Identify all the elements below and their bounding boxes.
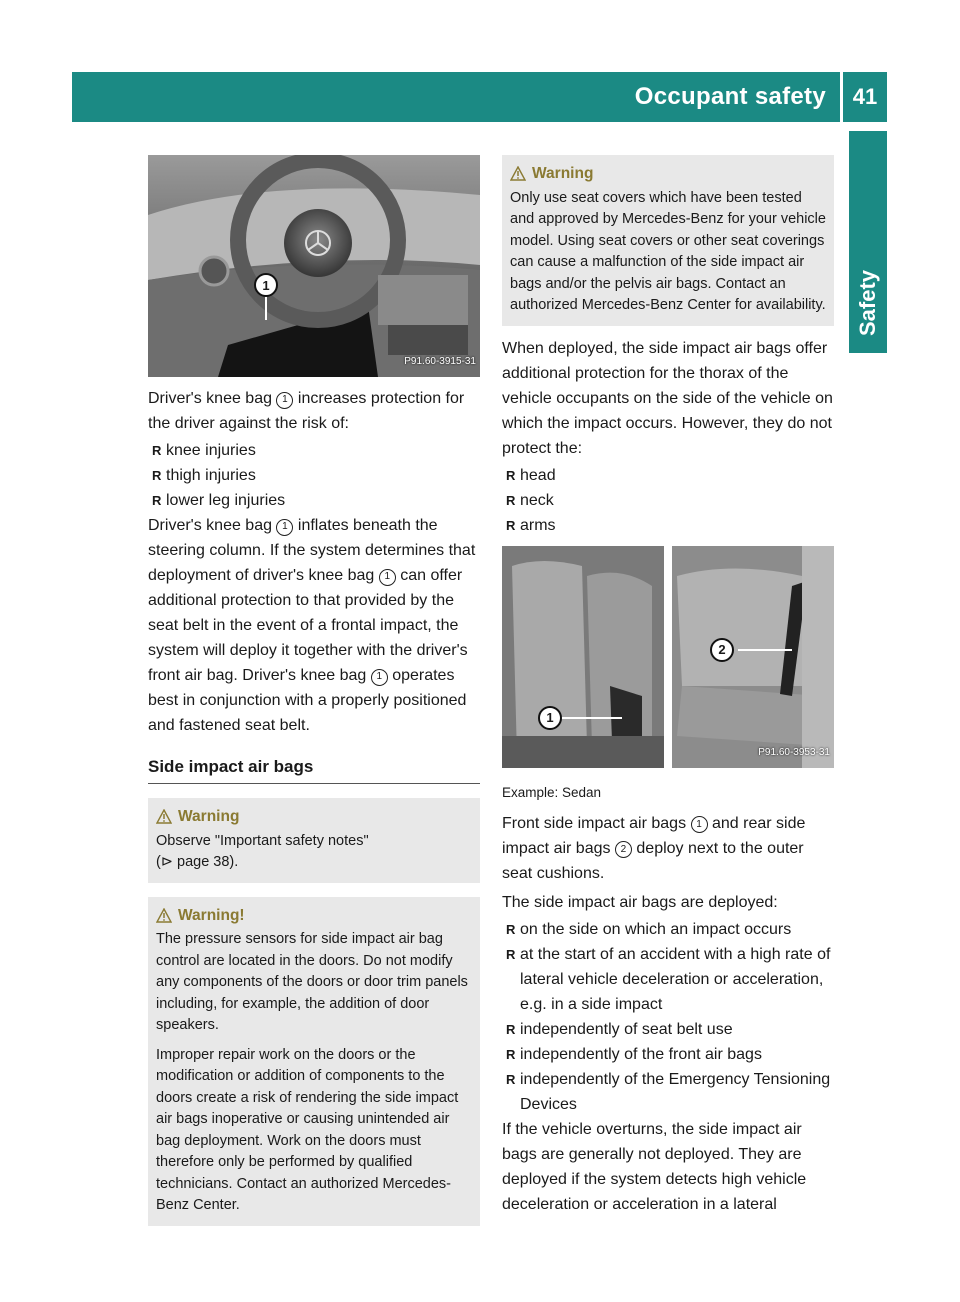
page-number: 41 — [852, 84, 878, 109]
list-item: R independently of the Emergency Tensioning Devices — [502, 1067, 834, 1117]
warning-text: Improper repair work on the doors or the modification or addition of components to the doors create a risk of rendering the side impact air bags inoperative or causing unintended air bag deployment. Work on the doors must therefore only be performed by qualified technicians. Contact an authorized Mercedes-Benz Center. — [156, 1046, 459, 1213]
callout-ref-1: 1 — [276, 392, 293, 409]
knee-bag-intro: Driver's knee bag 1 increases protection for the driver against the risk of: — [148, 390, 465, 432]
list-item: R neck — [502, 488, 834, 513]
knee-bag-photo — [148, 155, 480, 377]
warning-triangle-icon — [156, 908, 172, 923]
figure-code: P91.60-3953-31 — [758, 746, 830, 758]
right-column — [502, 155, 834, 1217]
warning-text: The pressure sensors for side impact air bag control are located in the doors. Do not modify any components of the doors or door trim panels including, for example, the addition of door speakers. — [156, 931, 468, 1033]
deployment-conditions-intro: The side impact air bags are deployed: — [502, 893, 778, 911]
overturn-paragraph: If the vehicle overturns, the side impact air bags are generally not deployed. They are deployed if the system detects high vehicle deceleration or acceleration in a lateral — [502, 1120, 807, 1213]
warning-box-2 — [148, 897, 480, 1226]
list-item: R independently of the front air bags — [502, 1042, 834, 1067]
callout-2: 2 — [710, 638, 734, 662]
injury-list — [148, 438, 480, 513]
figure-caption: Example: Sedan — [502, 784, 602, 800]
callout-1: 1 — [254, 273, 278, 297]
warning-title: Warning — [178, 808, 240, 825]
warning-title: Warning — [532, 165, 594, 182]
section-heading: Side impact air bags — [148, 754, 480, 784]
list-item: R independently of seat belt use — [502, 1017, 834, 1042]
warning-box-3 — [502, 155, 834, 326]
airbag-location-paragraph: Front side impact air bags 1 and rear side impact air bags 2 deploy next to the outer seat cushions. — [502, 814, 806, 882]
page-reference[interactable]: (⊳ page 38). — [156, 854, 239, 870]
warning-triangle-icon — [510, 166, 526, 181]
warning-text: Observe "Important safety notes" — [156, 832, 369, 849]
left-column — [148, 155, 480, 1226]
deployment-paragraph: When deployed, the side impact air bags offer additional protection for the thorax of the vehicle occupants on the side of the vehicle on which the impact occurs. However, they do not protect the: — [502, 339, 833, 457]
chapter-title: Occupant safety — [635, 72, 843, 122]
list-item: R thigh injuries — [148, 463, 480, 488]
not-protected-list — [502, 463, 834, 538]
warning-title: Warning! — [178, 906, 245, 924]
callout-1: 1 — [538, 706, 562, 730]
list-item: R at the start of an accident with a high rate of lateral vehicle deceleration or acceleration, e.g. in a side impact — [502, 942, 834, 1017]
warning-triangle-icon — [156, 809, 172, 824]
knee-bag-paragraph: Driver's knee bag 1 inflates beneath the steering column. If the system determines that deployment of driver's knee bag 1 can offer additional protection to that provided by the seat belt in the event of a frontal impact, the system will deploy it together with the driver's front air bag. Driver's knee bag 1 operates best in conjunction with a properly positioned and fastened seat belt. — [148, 517, 476, 734]
warning-text: Only use seat covers which have been tested and approved by Mercedes-Benz for your vehicle model. Using seat covers or other seat coverings can cause a malfunction of the side impact air bags and/or the pelvis air bags. Contact an authorized Mercedes-Benz Center for availability. — [510, 189, 826, 313]
section-tab-label: Safety — [855, 269, 881, 337]
list-item: R knee injuries — [148, 438, 480, 463]
figure-code: P91.60-3915-31 — [404, 356, 476, 367]
list-item: R on the side on which an impact occurs — [502, 917, 834, 942]
seats-photo — [502, 546, 834, 768]
deployment-conditions-list — [502, 917, 834, 1117]
list-item: R arms — [502, 513, 834, 538]
warning-box-1 — [148, 798, 480, 883]
list-item: R head — [502, 463, 834, 488]
page-header — [72, 72, 887, 122]
list-item: R lower leg injuries — [148, 488, 480, 513]
